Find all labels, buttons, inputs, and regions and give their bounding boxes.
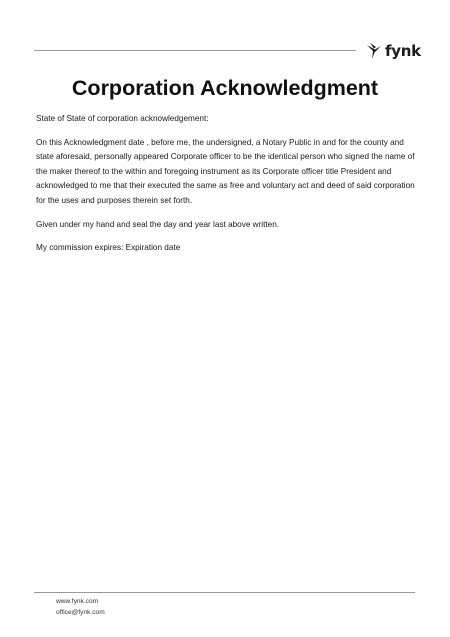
document-title: Corporation Acknowledgment <box>71 76 379 100</box>
commission-expires-line: My commission expires: Expiration date <box>36 243 181 253</box>
footer-email: office@fynk.com <box>56 608 105 616</box>
acknowledgment-paragraph: On this Acknowledgment date , before me, the undersigned, a Notary Public in and for the county and state aforesaid, personally appeared Corporate officer to be the identical person who signed the name of the maker thereof to the within and foregoing instrument as its Corporate officer title President and acknowledged to me that their executed the same as free and voluntary act and deed of said corporation for the uses and purposes therein set forth. <box>36 137 415 205</box>
footer-divider <box>34 592 415 593</box>
fynk-logo <box>366 40 421 62</box>
header-divider <box>34 50 356 51</box>
state-line: State of State of corporation acknowledgement: <box>36 114 209 123</box>
footer <box>56 597 105 618</box>
fynk-bird-icon <box>366 42 382 60</box>
given-under-hand-line: Given under my hand and seal the day and year last above written. <box>36 219 280 229</box>
logo-text: fynk <box>385 41 421 60</box>
footer-website: www.fynk.com <box>56 598 99 605</box>
document-body <box>36 112 420 265</box>
